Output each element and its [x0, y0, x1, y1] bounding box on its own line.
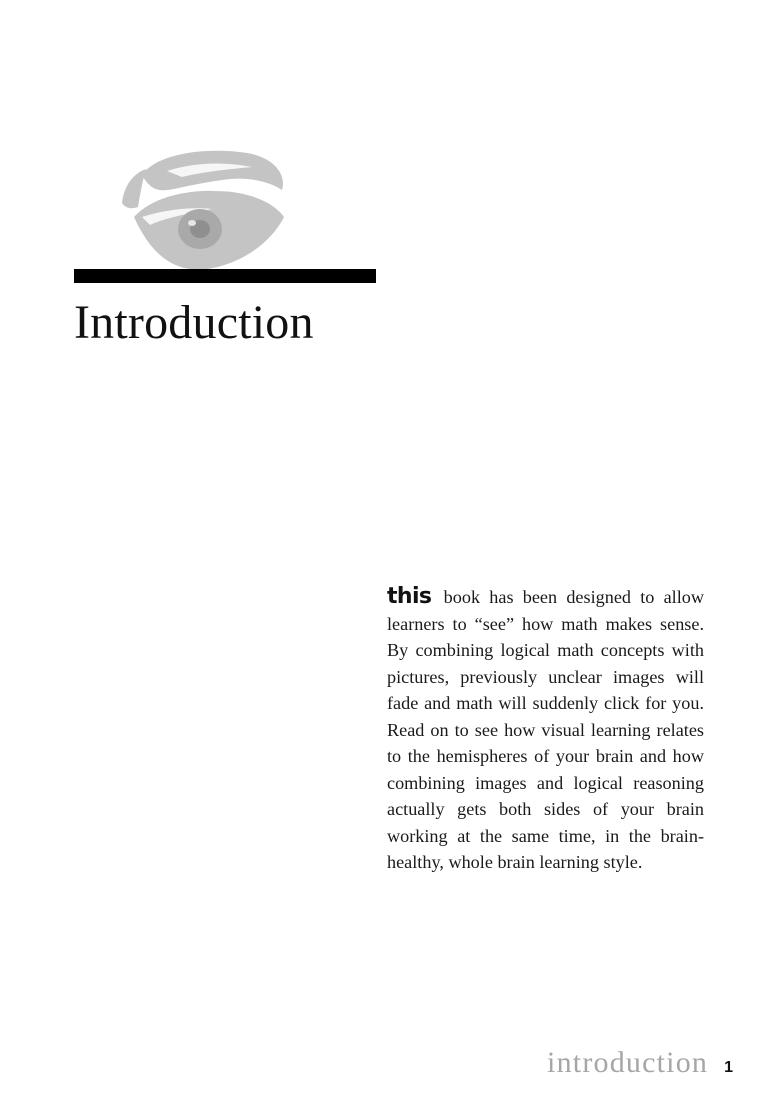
eye-icon [112, 145, 292, 275]
page-number: 1 [724, 1059, 733, 1076]
running-head: introduction [547, 1046, 709, 1079]
intro-text: book has been designed to allow learners to “see” how math makes sense. By combining logical math concepts with pictures, previously unclear images will fade and math will suddenly click for you. Read on to see how visual learning relates to the hemispheres of your brain and how combining images and logical reasoning actually gets both sides of your brain working at the same time, in the brain-healthy, whole brain learning style. [387, 587, 705, 872]
lead-word: this [387, 584, 432, 609]
intro-paragraph [387, 584, 704, 876]
chapter-title: Introduction [74, 296, 314, 349]
title-rule [74, 269, 376, 283]
page-footer [547, 1046, 733, 1080]
